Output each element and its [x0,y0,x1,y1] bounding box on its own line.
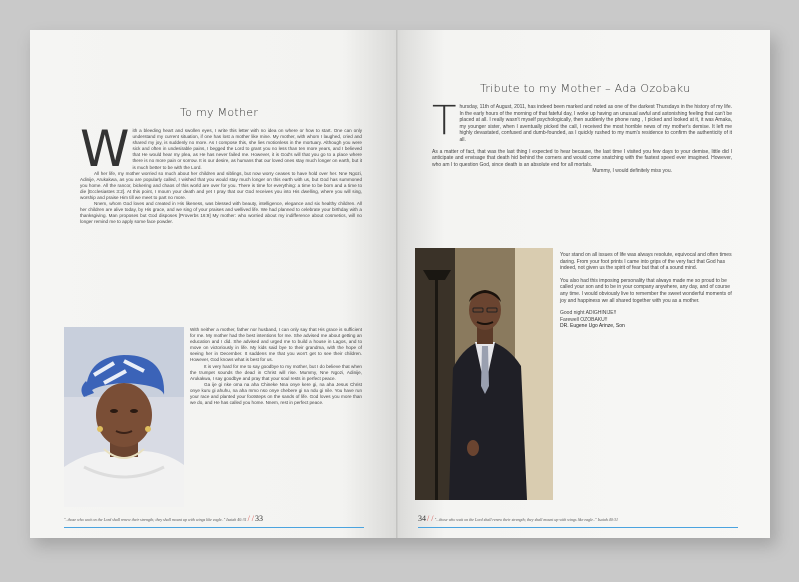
right-body-text-beside-photo [560,252,732,330]
page-title: Tribute to my Mother – Ada Ozobaku [480,82,691,95]
footer-quote: "...those who wait on the Lord shall renew their strength; they shall mount up with wings like eagle.." Isaiah 40:31 [434,517,619,522]
paragraph: ith a bleeding heart and swollen eyes, I write this letter with no idea on where or how to start. One can only understand my current situation, if one has lost a mother like mine. My mother, with whom I laughed, cried and shared my joy, is suddenly no more. As I compose this, she lies motionless in the mortuary. Although you were sick and often in undesirable pains, I begged the Lord to grant you no less than ten more years, and I believed that He would hear my plea, as He has never failed me. However, it is God's will that you go to a place where there is no more pain or sorrow. It is our desire, as humans that our loved ones stay much longer on earth, but it is much better to be with the Lord. [132,128,362,170]
signoff-line: Farewell OZOBAKU!! [560,316,608,323]
drop-cap-letter: W [80,120,130,178]
footer-divider: / / [427,514,434,523]
signature-name: DR. Eugene Ugo Arinze, Son [560,323,625,330]
left-page [30,30,398,538]
paragraph: Ga ije gi nke oma na aha Chineke Nna onye kere gi, na aha Jesus Christ onye kuru gi ahuhu, na aha mmo nso onye chebere gi na ndu gi nile. You have run your race and planted your footsteps on the sands of life. God loves you more than we do, and He has called you home. Nnem, rest in perfect peace. [190,381,362,406]
paragraph: Your stand on all issues of life was always resolute, equivocal and often times daring. From your foot prints I came into grips of the very fact that God has indeed, not given us the spirit of fear but that of a sound mind. [560,252,732,272]
left-body-text-top [80,120,362,226]
paragraph: It is very hard for me to say goodbye to my mother, but I do believe that when the trumpet sounds the dead in Christ will rise. Mummy, Nne Ngozi, Adinije, Arukakwa, I say goodbye and pray that your soul rests in perfect peace. [190,363,362,381]
page-title: To my Mother [180,106,259,119]
portrait-image [415,248,553,500]
portrait-image [64,327,184,507]
drop-cap-letter: T [432,98,457,144]
page-number: 34 [418,514,426,523]
page-number: 33 [255,514,264,523]
footer-rule [64,527,364,528]
paragraph: hursday, 11th of August, 2011, has indeed been marked and noted as one of the darkest Thursdays in the history of my life. In the early hours of the morning of that fateful day, I woke up having an unusual awful and astonishing feeling that can't be placed at all. I really wasn't myself psychologically, then suddenly the phone rang , I picked and looked at it, it was Amaka, my younger sister, when I aventually picked the call, I received the most horrible news of my mother's demise. It left me highly devastated, confused and dumb-founded, as I quickly rushed to my mum's residence to confirm the authenticity of it all. [459,104,732,143]
paragraph-closing: Mummy, I would definitely miss you. [592,168,672,175]
son-portrait-photo [415,248,553,500]
paragraph: All her life, my mother worried so much about her children and siblings, but now worry ceases to have hold over her. Nne Ngozi, Adinije, Arukakwa, as you are popularly called, I wished that you would stay much longer on this earth with us, but God has summoned you home. All the rancor, bickering and chaos of this world are over for you. There is time for everything: a time to be born and a time to die [Ecclesiastes 3:2]. At this point, I mourn your death and yet I pray that our God receives you into His dwelling, where you will sing, worship and praise Him till we meet to part no more. [80,170,362,201]
paragraph: As a matter of fact, that was the last thing I expected to hear because, the last time I visited you few days to your demise, little did I anticipate and envisage that death hid behind the corners and would come snatching with the fastest speed ever imagined. However, who am I to question God, since death is an absolute end for all mortals. [432,148,732,168]
left-footer [64,514,364,526]
footer-rule [418,527,738,528]
footer-quote: "..those who wait on the Lord shall renew their strength; they shall mount up with wings like eagle.." Isaiah 40:31 [64,517,247,522]
signoff-line: Good night ADIGHINIJE!! [560,310,617,317]
mother-portrait-photo [64,327,184,507]
right-footer [418,514,738,526]
paragraph: You also had this imposing personality that always made me so proud to be called your son and to be in your company anywhere, any day, and of course any time. I would obviously live to remember the sweet wonderful moments of joy and happiness we all shared together with you as a mother. [560,277,732,304]
open-booklet [30,30,770,538]
paragraph: With neither a mother, father nor husband, I can only say that His grace is sufficient for me. My mother had the best intentions for me. She advised me about getting an education and I did. She advised and urged me to build a house in Lagos, and to move on victoriously in life. My kids said bye to their grandma, with the hope of seeing her in December. It saddens me that you won't get to see their children. However, God knows what is best for us. [190,327,362,363]
right-page [400,30,770,538]
paragraph: Nnem, whom God loves and created in His likeness, was blessed with beauty, intelligence, elegance and six healthy children. All her children are alive today, by His grace, and we sing of your praises and wellived life. We had planned to celebrate your birthday with a thanksgiving. Man proposes but God disposes [Proverbs 16:9] My mother: who worried about my indifference about cosmetics, will no longer remind me to apply some face powder. [80,201,362,225]
right-body-text-top [432,98,732,175]
left-body-text-beside-photo [190,327,362,406]
footer-divider: / / [247,514,255,523]
